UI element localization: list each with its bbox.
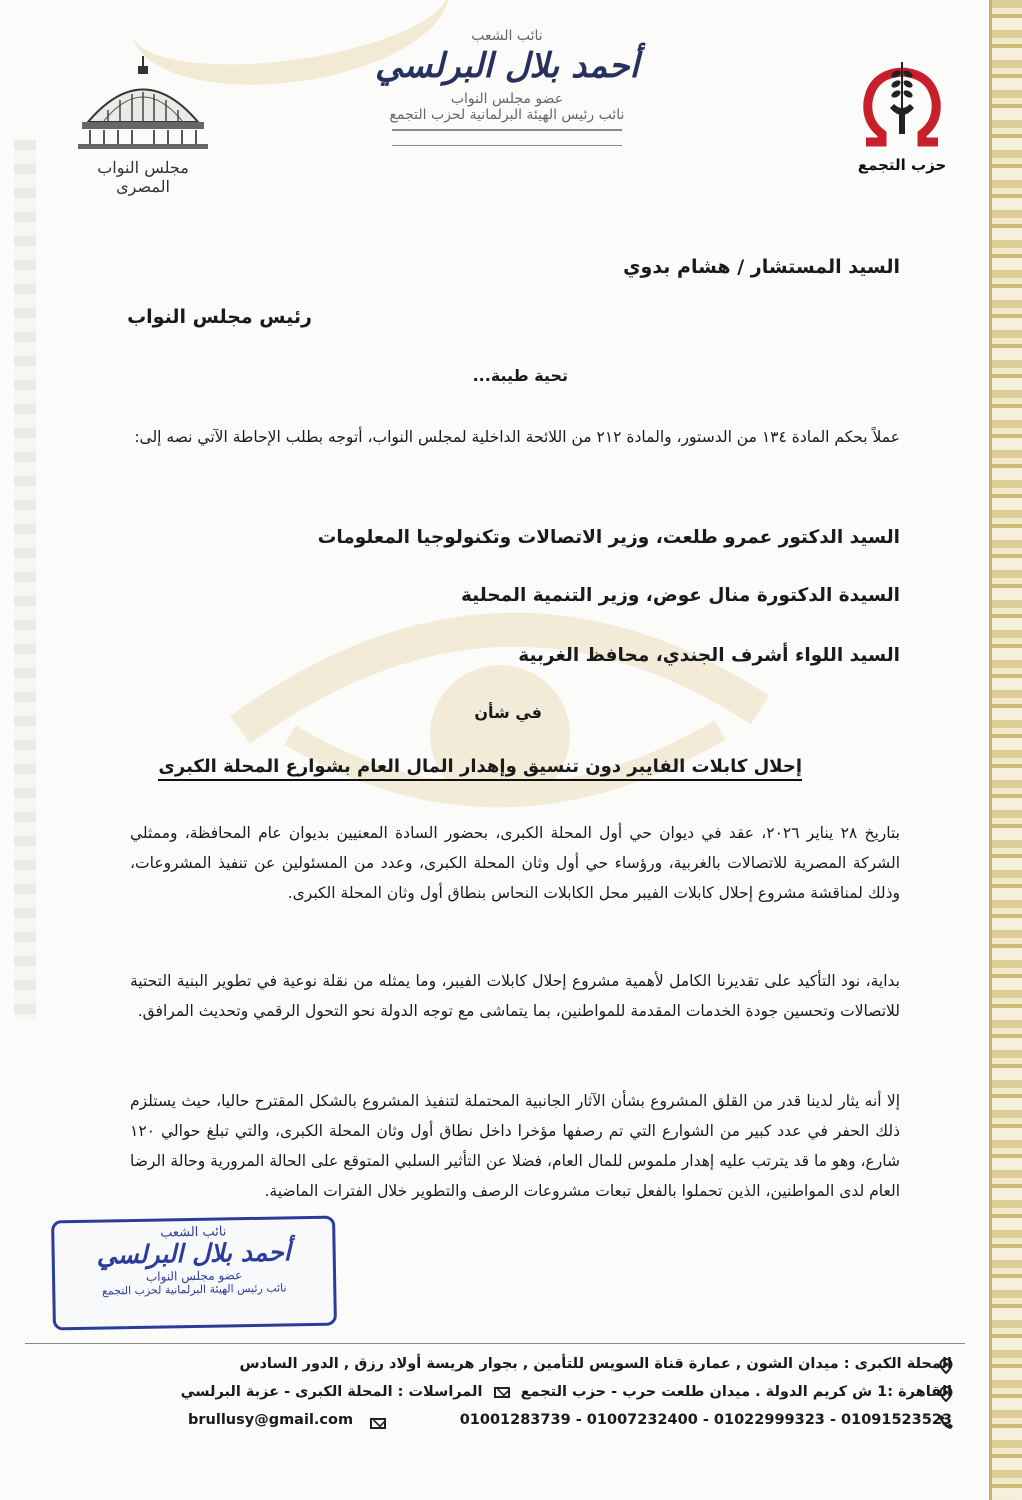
tagammu-party-logo bbox=[852, 60, 952, 174]
parliament-logo bbox=[68, 52, 218, 196]
right-border-decoration bbox=[992, 0, 1022, 1500]
recipient-2: السيدة الدكتورة منال عوض، وزير التنمية المحلية bbox=[460, 585, 900, 606]
parliament-dome-icon bbox=[68, 52, 218, 152]
recipient-1: السيد الدكتور عمرو طلعت، وزير الاتصالات وتكنولوجيا المعلومات bbox=[317, 527, 900, 548]
deputy-name: أحمد بلال البرلسي bbox=[375, 46, 639, 86]
about-label: في شأن bbox=[474, 703, 542, 722]
addressee-title: رئيس مجلس النواب bbox=[127, 306, 312, 328]
letterhead-ornament bbox=[392, 129, 622, 146]
footer-address-cairo: القاهرة :1 ش كريم الدولة . ميدان طلعت حرب - حزب التجمع bbox=[520, 1384, 952, 1400]
deputy-stamp bbox=[51, 1216, 337, 1331]
body-paragraph-1: بتاريخ ٢٨ يناير ٢٠٢٦، عقد في ديوان حي أول المحلة الكبرى، بحضور السادة المعنيين بديوان عام المحافظة، وممثلي الشركة المصرية للاتصالات بالغربية، ورؤساء حي أول وثان المحلة الكبرى، وعدد من المسئولين عن تنفيذ المشروعات، وذلك لمناقشة مشروع إحلال كابلات الفيبر محل الكابلات النحاس بنطاق أول وثان المحلة الكبرى. bbox=[130, 824, 900, 902]
mail-icon bbox=[370, 1418, 386, 1429]
party-logo-caption: حزب التجمع bbox=[857, 156, 947, 174]
body-paragraph-2: بداية، نود التأكيد على تقديرنا الكامل لأهمية مشروع إحلال كابلات الفيبر، وما يمثله من نقلة نوعية في تطوير البنية التحتية للاتصالات وتحسين جودة الخدمات المقدمة للمواطنين، بما يتماشى مع توجه الدولة نحو التحول الرقمي وتحديث المرافق. bbox=[130, 972, 900, 1020]
greeting: تحية طيبة... bbox=[472, 366, 568, 385]
footer-correspondence: المراسلات : المحلة الكبرى - عزبة البرلسي bbox=[180, 1384, 483, 1400]
recipient-3: السيد اللواء أشرف الجندي، محافظ الغربية bbox=[518, 645, 900, 666]
footer-phones: 01091523523 - 01022999323 - 01007232400 - 01001283739 bbox=[459, 1412, 952, 1428]
footer-email: brullusy@gmail.com bbox=[188, 1412, 354, 1428]
intro-paragraph: عملاً بحكم المادة ١٣٤ من الدستور، والمادة ٢١٢ من اللائحة الداخلية لمجلس النواب، أتوجه بطلب الإحاطة الآتي نصه إلى: bbox=[134, 428, 900, 446]
stamp-name: أحمد بلال البرلسي bbox=[96, 1237, 291, 1270]
deputy-role-2: نائب رئيس الهيئة البرلمانية لحزب التجمع bbox=[389, 106, 625, 123]
footer-address-mahalla: المحلة الكبرى : ميدان الشون , عمارة قناة السويس للتأمين , بجوار هريسة أولاد رزق , الدور السادس bbox=[239, 1356, 952, 1372]
deputy-title: نائب الشعب bbox=[471, 28, 543, 44]
parliament-logo-caption: مجلس النواب المصرى bbox=[97, 158, 189, 196]
stamp-role-2: نائب رئيس الهيئة البرلمانية لحزب التجمع bbox=[101, 1281, 287, 1298]
footer-divider bbox=[25, 1343, 965, 1344]
deputy-letterhead bbox=[372, 28, 642, 146]
stamp-title: نائب الشعب bbox=[160, 1224, 227, 1241]
subject-heading: إحلال كابلات الفايبر دون تنسيق وإهدار المال العام بشوارع المحلة الكبرى bbox=[158, 756, 802, 781]
stamp-role: عضو مجلس النواب bbox=[145, 1267, 243, 1284]
footer-address-line bbox=[181, 1384, 952, 1400]
omega-wheat-logo-icon bbox=[860, 60, 944, 150]
addressee-line: السيد المستشار / هشام بدوي bbox=[623, 256, 900, 278]
mail-icon bbox=[494, 1387, 510, 1398]
deputy-role: عضو مجلس النواب bbox=[450, 90, 564, 107]
body-paragraph-3: إلا أنه يثار لدينا قدر من القلق المشروع بشأن الآثار الجانبية المحتملة لتنفيذ المشروع بالشكل المقترح حاليا، حيث يستلزم ذلك الحفر في عدد كبير من الشوارع التي تم رصفها مؤخرا داخل نطاق أول وثان المحلة الكبرى، والتي تبلغ حوالي ١٢٠ شارع، وهو ما قد يترتب عليه إهدار ملموس للمال العام، فضلا عن التأثير السلبي المتوقع على الحالة المرورية وحالة الرضا العام لدى المواطنين، الذين تحملوا بالفعل تبعات مشروعات الرصف والتطوير خلال الفترات الماضية. bbox=[130, 1092, 900, 1200]
left-border-decoration bbox=[14, 140, 36, 1020]
